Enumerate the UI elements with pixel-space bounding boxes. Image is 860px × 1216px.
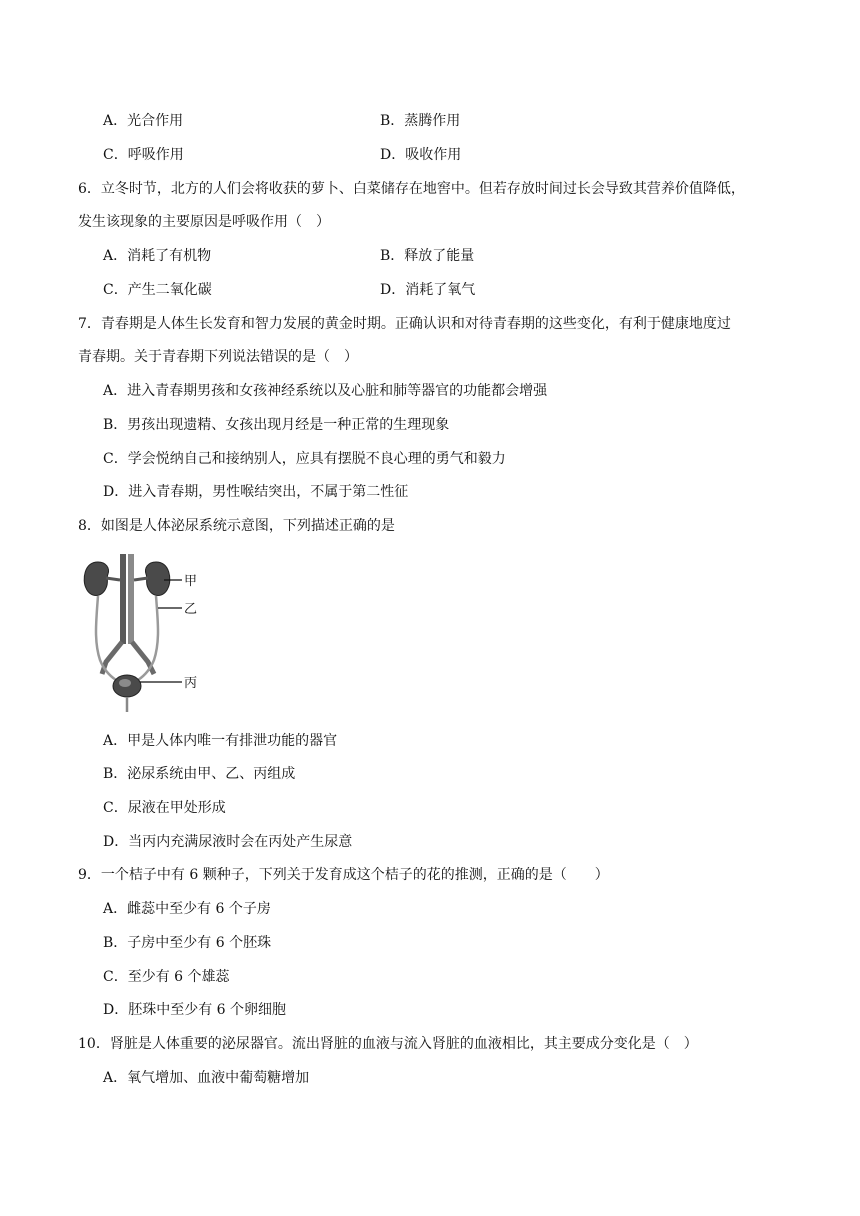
- q7-option-c: C．学会悦纳自己和接纳别人，应具有摆脱不良心理的勇气和毅力: [103, 451, 506, 467]
- q6-option-a: A．消耗了有机物: [103, 248, 212, 264]
- q6-option-d: D．消耗了氧气: [380, 282, 476, 298]
- q9-option-a: A．雌蕊中至少有 6 个子房: [103, 901, 271, 917]
- q8-option-b: B．泌尿系统由甲、乙、丙组成: [103, 766, 296, 782]
- label-jia: 甲: [184, 574, 198, 589]
- q8-option-d: D．当丙内充满尿液时会在丙处产生尿意: [103, 834, 353, 850]
- q6-stem-line1: 6．立冬时节，北方的人们会将收获的萝卜、白菜储存在地窖中。但若存放时间过长会导致其营养价值降低，: [78, 181, 745, 197]
- aorta-shape: [120, 554, 126, 644]
- vena-cava-shape: [128, 554, 134, 644]
- q9-stem: 9．一个桔子中有 6 颗种子，下列关于发育成这个桔子的花的推测，正确的是（ ）: [78, 867, 609, 883]
- q5-option-c: C．呼吸作用: [103, 147, 184, 163]
- q9-option-c: C．至少有 6 个雄蕊: [103, 969, 230, 985]
- q8-stem: 8．如图是人体泌尿系统示意图，下列描述正确的是: [78, 518, 395, 534]
- q9-option-d: D．胚珠中至少有 6 个卵细胞: [103, 1002, 287, 1018]
- q5-option-b: B．蒸腾作用: [380, 113, 461, 129]
- right-kidney-shape: [145, 562, 169, 596]
- q7-option-b: B．男孩出现遗精、女孩出现月经是一种正常的生理现象: [103, 417, 450, 433]
- q7-option-d: D．进入青春期，男性喉结突出，不属于第二性征: [103, 484, 409, 500]
- left-kidney-shape: [84, 562, 108, 596]
- label-bing: 丙: [184, 676, 198, 691]
- q8-option-c: C．尿液在甲处形成: [103, 800, 226, 816]
- q10-stem: 10．肾脏是人体重要的泌尿器官。流出肾脏的血液与流入肾脏的血液相比，其主要成分变化是（ ）: [78, 1036, 698, 1052]
- q6-option-c: C．产生二氧化碳: [103, 282, 212, 298]
- q7-option-a: A．进入青春期男孩和女孩神经系统以及心脏和肺等器官的功能都会增强: [103, 383, 548, 399]
- q8-option-a: A．甲是人体内唯一有排泄功能的器官: [103, 733, 338, 749]
- q5-option-a: A．光合作用: [103, 113, 184, 129]
- q9-option-b: B．子房中至少有 6 个胚珠: [103, 935, 272, 951]
- urinary-system-diagram: [76, 552, 216, 714]
- q10-option-a: A．氧气增加、血液中葡萄糖增加: [103, 1070, 310, 1086]
- q6-stem-line2: 发生该现象的主要原因是呼吸作用（ ）: [78, 214, 330, 230]
- q6-option-b: B．释放了能量: [380, 248, 475, 264]
- q7-stem-line2: 青春期。关于青春期下列说法错误的是（ ）: [78, 349, 358, 365]
- q7-stem-line1: 7．青春期是人体生长发育和智力发展的黄金时期。正确认识和对待青春期的这些变化，有利于健康地度过: [78, 316, 731, 332]
- q5-option-d: D．吸收作用: [380, 147, 462, 163]
- label-yi: 乙: [184, 602, 198, 617]
